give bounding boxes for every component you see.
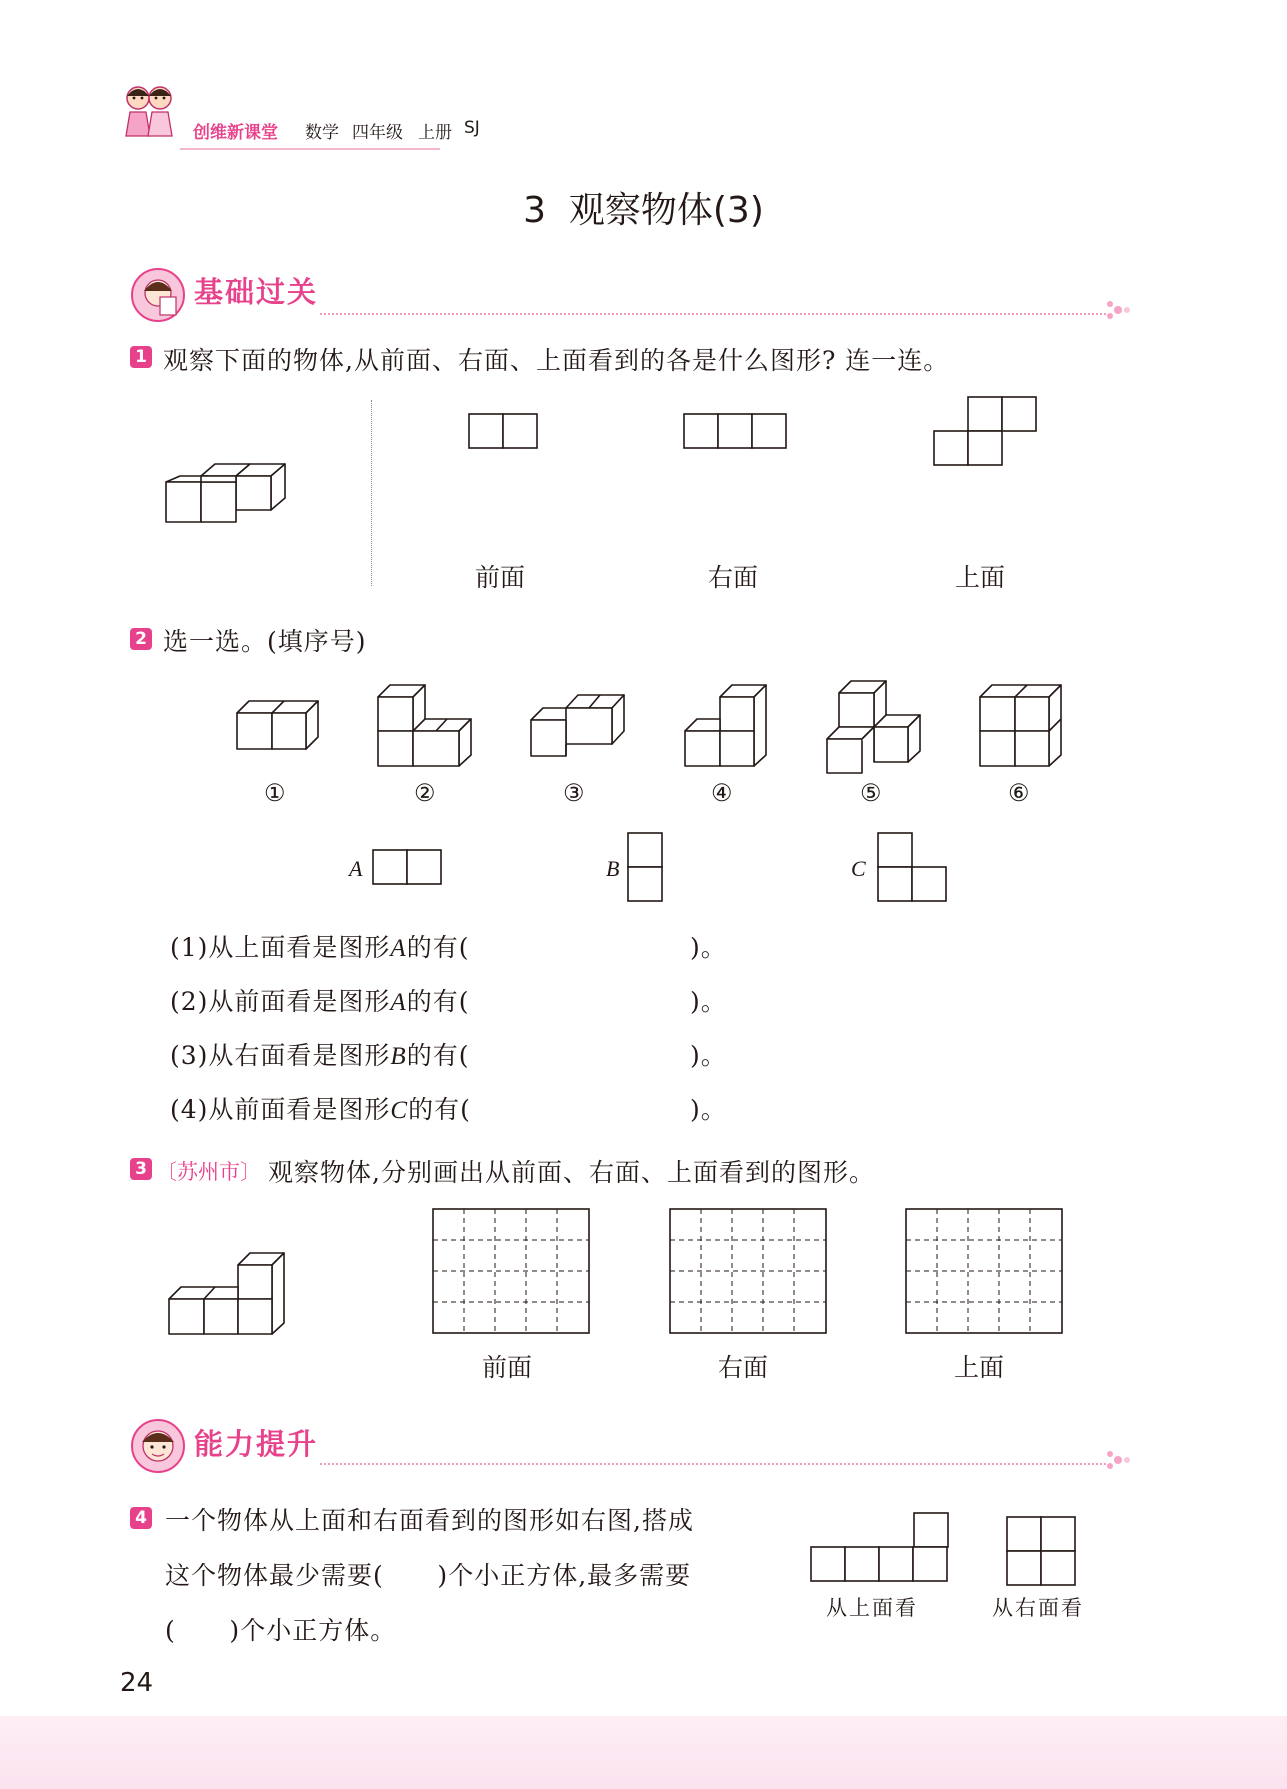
q3-grid-front[interactable]: [432, 1208, 590, 1334]
header-underline: [180, 148, 440, 150]
q2-item-2-prefix: (2)从前面看是图形: [170, 987, 391, 1016]
kids-logo-icon: [118, 78, 180, 138]
q2-item-1-suffix: 的有(: [406, 933, 470, 962]
header-subject: 数学: [305, 123, 339, 143]
q2-answer-blank-4[interactable]: [522, 1090, 688, 1120]
q2-figure-1: [236, 700, 320, 752]
q2-figure-number-3: ③: [563, 779, 585, 807]
q3-label-right: 右面: [718, 1353, 769, 1382]
q2-item-4-suffix: 的有(: [408, 1095, 471, 1124]
q2-item-4-close: )。: [690, 1095, 727, 1124]
q2-item-2-suffix: 的有(: [406, 987, 470, 1016]
q2-figure-4: [684, 684, 768, 768]
section-boy-icon: [130, 1418, 186, 1474]
q3-grid-top[interactable]: [905, 1208, 1063, 1334]
q1-vertical-divider: [371, 400, 372, 586]
q3-tag: 〔苏州市〕: [156, 1160, 261, 1184]
dots-icon: [1106, 298, 1132, 322]
dots-icon-2: [1106, 1448, 1132, 1472]
q2-item-2-letter: A: [390, 989, 407, 1016]
q1-object-figure: [168, 460, 308, 530]
q4-top-view-shape: [810, 1512, 950, 1582]
q4-right-view-shape: [1006, 1516, 1076, 1586]
q2-item-3-close: )。: [690, 1041, 727, 1070]
q2-item-4: [170, 1090, 471, 1126]
q2-item-3: [170, 1036, 469, 1072]
q2-shape-letter-b: B: [606, 856, 620, 881]
section-title-advanced: 能力提升: [194, 1427, 319, 1461]
q2-item-2-close: )。: [690, 987, 727, 1016]
section-girl-icon: [130, 267, 186, 323]
q4-line-3: ( )个小正方体。: [165, 1616, 397, 1645]
q2-shape-a: [372, 849, 442, 885]
q2-figure-number-4: ④: [711, 779, 733, 807]
footer-band: [0, 1716, 1287, 1789]
q2-item-1-prefix: (1)从上面看是图形: [170, 933, 391, 962]
q2-shape-letter-a: A: [349, 856, 363, 881]
section-title-basic: 基础过关: [194, 275, 319, 309]
q2-shape-c: [877, 832, 947, 902]
q3-label-top: 上面: [954, 1353, 1005, 1382]
q2-figure-number-6: ⑥: [1008, 779, 1030, 807]
q2-item-1: [170, 928, 469, 964]
q1-label-right: 右面: [708, 563, 759, 592]
header-volume: 上册: [418, 123, 452, 143]
q2-item-2: [170, 982, 469, 1018]
q2-figure-6: [979, 684, 1063, 768]
q4-number-badge: 4: [130, 1507, 152, 1529]
q1-label-top: 上面: [955, 563, 1006, 592]
page-title: 3 观察物体(3): [523, 190, 764, 231]
q4-line-1: 一个物体从上面和右面看到的图形如右图,搭成: [165, 1506, 694, 1535]
q2-item-3-suffix: 的有(: [406, 1041, 470, 1070]
header-edition: SJ: [464, 118, 480, 138]
q1-text: 观察下面的物体,从前面、右面、上面看到的各是什么图形? 连一连。: [163, 346, 950, 375]
q4-line-2: 这个物体最少需要( )个小正方体,最多需要: [165, 1561, 692, 1590]
q2-figure-number-2: ②: [414, 779, 436, 807]
q3-grid-right[interactable]: [669, 1208, 827, 1334]
q2-number-badge: 2: [130, 628, 152, 650]
q2-item-3-letter: B: [390, 1043, 407, 1070]
q4-label-top: 从上面看: [826, 1596, 918, 1620]
q2-figure-number-1: ①: [264, 779, 286, 807]
q4-label-right: 从右面看: [992, 1596, 1084, 1620]
q1-view-shape-3: [933, 396, 1037, 466]
header-grade: 四年级: [352, 123, 403, 143]
q2-item-1-letter: A: [390, 935, 407, 962]
q3-object-figure: [168, 1252, 300, 1336]
section-divider: [320, 313, 1106, 315]
q1-number-badge: 1: [130, 346, 152, 368]
header-brand: 创维新课堂: [193, 123, 278, 143]
q2-item-4-letter: C: [390, 1097, 409, 1124]
q2-shape-b: [627, 832, 663, 902]
q3-label-front: 前面: [482, 1353, 533, 1382]
q2-figure-number-5: ⑤: [860, 779, 882, 807]
q3-text: 观察物体,分别画出从前面、右面、上面看到的图形。: [268, 1158, 875, 1187]
section-divider-2: [320, 1463, 1106, 1465]
q2-figure-2: [377, 684, 473, 768]
q3-number-badge: 3: [130, 1158, 152, 1180]
q2-figure-5: [826, 680, 922, 774]
q2-shape-letter-c: C: [851, 856, 866, 881]
q2-answer-blank-3[interactable]: [522, 1036, 688, 1066]
q1-view-shape-1: [468, 413, 538, 449]
page-number: 24: [120, 1668, 154, 1698]
q2-item-4-prefix: (4)从前面看是图形: [170, 1095, 391, 1124]
q1-label-front: 前面: [475, 563, 526, 592]
q2-item-3-prefix: (3)从右面看是图形: [170, 1041, 391, 1070]
q2-figure-3: [530, 694, 626, 758]
q2-item-1-close: )。: [690, 933, 727, 962]
q2-answer-blank-2[interactable]: [522, 982, 688, 1012]
q1-view-shape-2: [683, 413, 787, 449]
q2-text: 选一选。(填序号): [163, 627, 367, 656]
q2-answer-blank-1[interactable]: [522, 928, 688, 958]
